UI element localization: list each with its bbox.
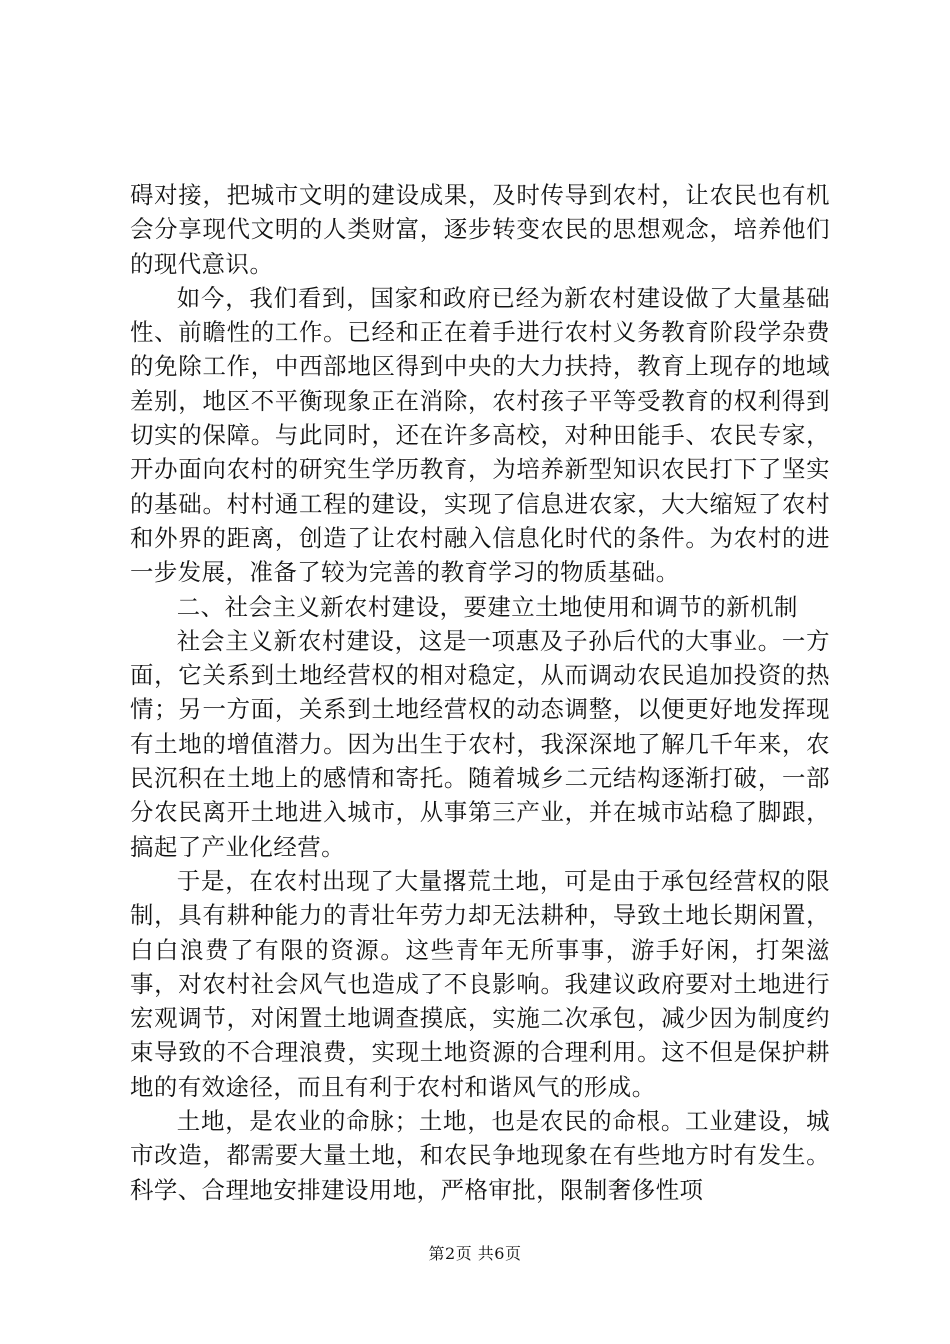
section-heading: 二、社会主义新农村建设，要建立土地使用和调节的新机制 [176,592,798,621]
paragraph: 土地，是农业的命脉；土地，也是农民的命根。工业建设，城市改造，都需要大量土地，和农民争地现象在有些地方时有发生。科学、合理地安排建设用地，严格审批，限制奢侈性项 [130,1107,830,1204]
document-body [130,178,830,1207]
paragraph: 社会主义新农村建设，这是一项惠及子孙后代的大事业。一方面，它关系到土地经营权的相对稳定，从而调动农民追加投资的热情；另一方面，关系到土地经营权的动态调整，以便更好地发挥现有土地的增值潜力。因为出生于农村，我深深地了解几千年来，农民沉积在土地上的感情和寄托。随着城乡二元结构逐渐打破，一部分农民离开土地进入城市，从事第三产业，并在城市站稳了脚跟，搞起了产业化经营。 [130,626,830,861]
page-number-footer: 第2页 共6页 [428,1244,522,1263]
paragraph: 碍对接，把城市文明的建设成果，及时传导到农村，让农民也有机会分享现代文明的人类财富，逐步转变农民的思想观念，培养他们的现代意识。 [130,181,830,278]
paragraph: 如今，我们看到，国家和政府已经为新农村建设做了大量基础性、前瞻性的工作。已经和正在着手进行农村义务教育阶段学杂费的免除工作，中西部地区得到中央的大力扶持，教育上现存的地域差别，地区不平衡现象正在消除，农村孩子平等受教育的权利得到切实的保障。与此同时，还在许多高校，对种田能手、农民专家，开办面向农村的研究生学历教育，为培养新型知识农民打下了坚实的基础。村村通工程的建设，实现了信息进农家，大大缩短了农村和外界的距离，创造了让农村融入信息化时代的条件。为农村的进一步发展，准备了较为完善的教育学习的物质基础。 [130,283,830,587]
paragraph: 于是，在农村出现了大量撂荒土地，可是由于承包经营权的限制，具有耕种能力的青壮年劳力却无法耕种，导致土地长期闲置，白白浪费了有限的资源。这些青年无所事事，游手好闲，打架滋事，对农村社会风气也造成了不良影响。我建议政府要对土地进行宏观调节，对闲置土地调查摸底，实施二次承包，减少因为制度约束导致的不合理浪费，实现土地资源的合理利用。这不但是保护耕地的有效途径，而且有利于农村和谐风气的形成。 [130,866,830,1101]
